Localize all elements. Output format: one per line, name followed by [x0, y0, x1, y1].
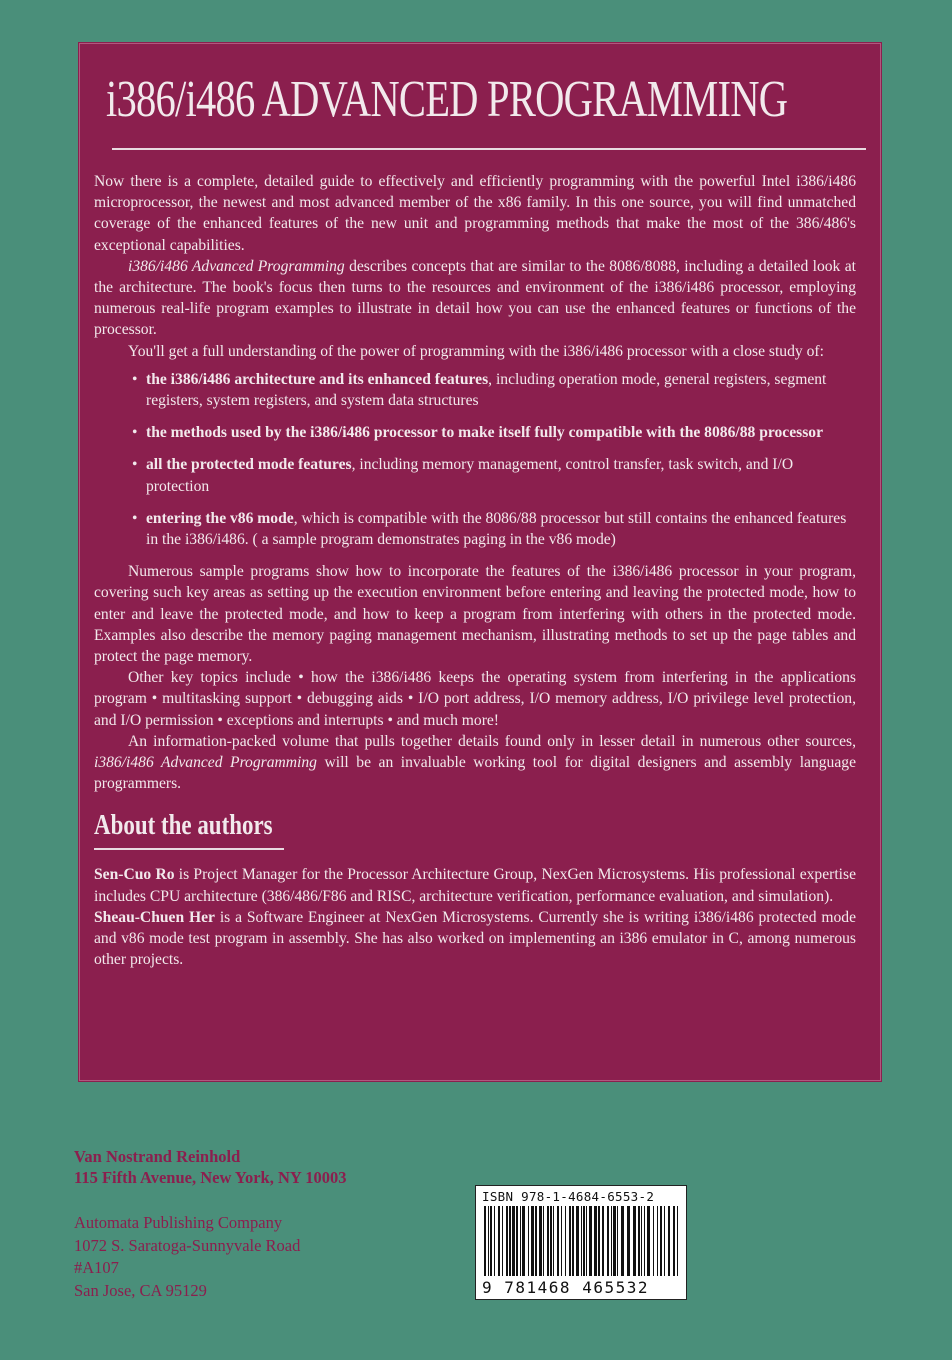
body-paragraph-6-text-a: An information-packed volume that pulls together details found only in lesser detail in numerous other sources, — [128, 732, 856, 750]
description-body — [94, 171, 856, 971]
list-item — [146, 508, 856, 550]
distributor-block — [74, 1212, 300, 1302]
intro-paragraph-2-text: describes concepts that are similar to the 8086/8088, including a detailed look at the architecture. The book's focus then turns to the resources and environment of the i386/i486 processor, employing numerous real-life program examples to illustrate in detail how you can use the enhanced features or functions of the processor. — [94, 257, 856, 339]
publisher-name: Van Nostrand Reinhold — [74, 1147, 241, 1166]
barcode-bars-icon — [482, 1206, 682, 1276]
distributor-line: 1072 S. Saratoga-Sunnyvale Road — [74, 1235, 301, 1255]
list-item-text: , including operation mode, general registers, segment registers, system registers, and system data structures — [146, 370, 827, 410]
list-item-text: , including memory management, control transfer, task switch, and I/O protection — [146, 456, 794, 495]
authors-heading: About the authors — [94, 810, 273, 842]
book-title: i386/i486 ADVANCED PROGRAMMING — [106, 71, 788, 128]
distributor-line: #A107 — [74, 1258, 119, 1277]
author-bio-text: is a Software Engineer at NexGen Microsystems. Currently she is writing i386/i486 protected mode and v86 mode test program in assembly. She has also worked on implementing an i386 emulator in C, among numerous other projects. — [94, 908, 856, 969]
publisher-address: 115 Fifth Avenue, New York, NY 10003 — [74, 1168, 347, 1187]
intro-paragraph-2 — [94, 256, 856, 341]
body-paragraph-6-text-b: will be an invaluable working tool for digital designers and assembly language programmers. — [94, 754, 856, 793]
isbn-digits: 9 781468 465532 — [482, 1278, 649, 1297]
list-item-bold: the methods used by the i386/i486 processor to make itself fully compatible with the 8086/88 processor — [146, 424, 824, 442]
list-item-bold: all the protected mode features — [146, 456, 352, 474]
isbn-label: ISBN 978-1-4684-6553-2 — [482, 1189, 655, 1204]
title-rule — [112, 148, 866, 150]
distributor-line: Automata Publishing Company — [74, 1213, 283, 1232]
list-item-text: , which is compatible with the 8086/88 processor but still contains the enhanced features in the i386/i486. ( a sample program demonstrates paging in the v86 mode) — [146, 509, 847, 549]
author-bio-2 — [94, 907, 856, 971]
list-item-bold: entering the v86 mode — [146, 509, 294, 527]
author-bio-1 — [94, 864, 856, 906]
feature-list — [94, 369, 856, 550]
book-title-inline: i386/i486 Advanced Programming — [128, 257, 345, 275]
author-name: Sheau-Chuen Her — [94, 908, 215, 926]
isbn-barcode — [475, 1185, 687, 1300]
body-paragraph-6 — [94, 731, 856, 795]
body-paragraph-4: Numerous sample programs show how to incorporate the features of the i386/i486 processor in your program, covering such key areas as setting up the execution environment before entering and leaving the protected mode, how to enter and leave the protected mode, and how to keep a program from interfering with others in the protected mode. Examples also describe the memory paging management mechanism, illustrating methods to set up the page tables and protect the page memory. — [94, 563, 856, 666]
publisher-block — [74, 1146, 347, 1188]
author-bio-text: is Project Manager for the Processor Architecture Group, NexGen Microsystems. His professional expertise includes CPU architecture (386/486/F86 and RISC, architecture verification, performance evaluation, and simulation). — [94, 866, 856, 905]
body-paragraph-5: Other key topics include • how the i386/i486 keeps the operating system from interfering in the applications program • multitasking support • debugging aids • I/O port address, I/O memory address, I/O privilege level protection, and I/O permission • exceptions and interrupts • and much more! — [94, 669, 856, 729]
list-item — [146, 369, 856, 411]
intro-paragraph-1: Now there is a complete, detailed guide to effectively and efficiently programming with the powerful Intel i386/i486 microprocessor, the newest and most advanced member of the x86 family. In this one source, you will find unmatched coverage of the enhanced features of the new unit and programming methods that make the most of the 386/486's exceptional capabilities. — [94, 173, 856, 254]
list-item — [146, 422, 856, 443]
distributor-line: San Jose, CA 95129 — [74, 1280, 207, 1300]
list-item-bold: the i386/i486 architecture and its enhanced features — [146, 370, 489, 388]
intro-paragraph-3: You'll get a full understanding of the power of programming with the i386/i486 processor with a close study of: — [128, 342, 824, 360]
authors-heading-rule — [94, 848, 284, 850]
book-title-inline: i386/i486 Advanced Programming — [94, 754, 317, 772]
list-item — [146, 454, 856, 496]
author-name: Sen-Cuo Ro — [94, 866, 175, 884]
